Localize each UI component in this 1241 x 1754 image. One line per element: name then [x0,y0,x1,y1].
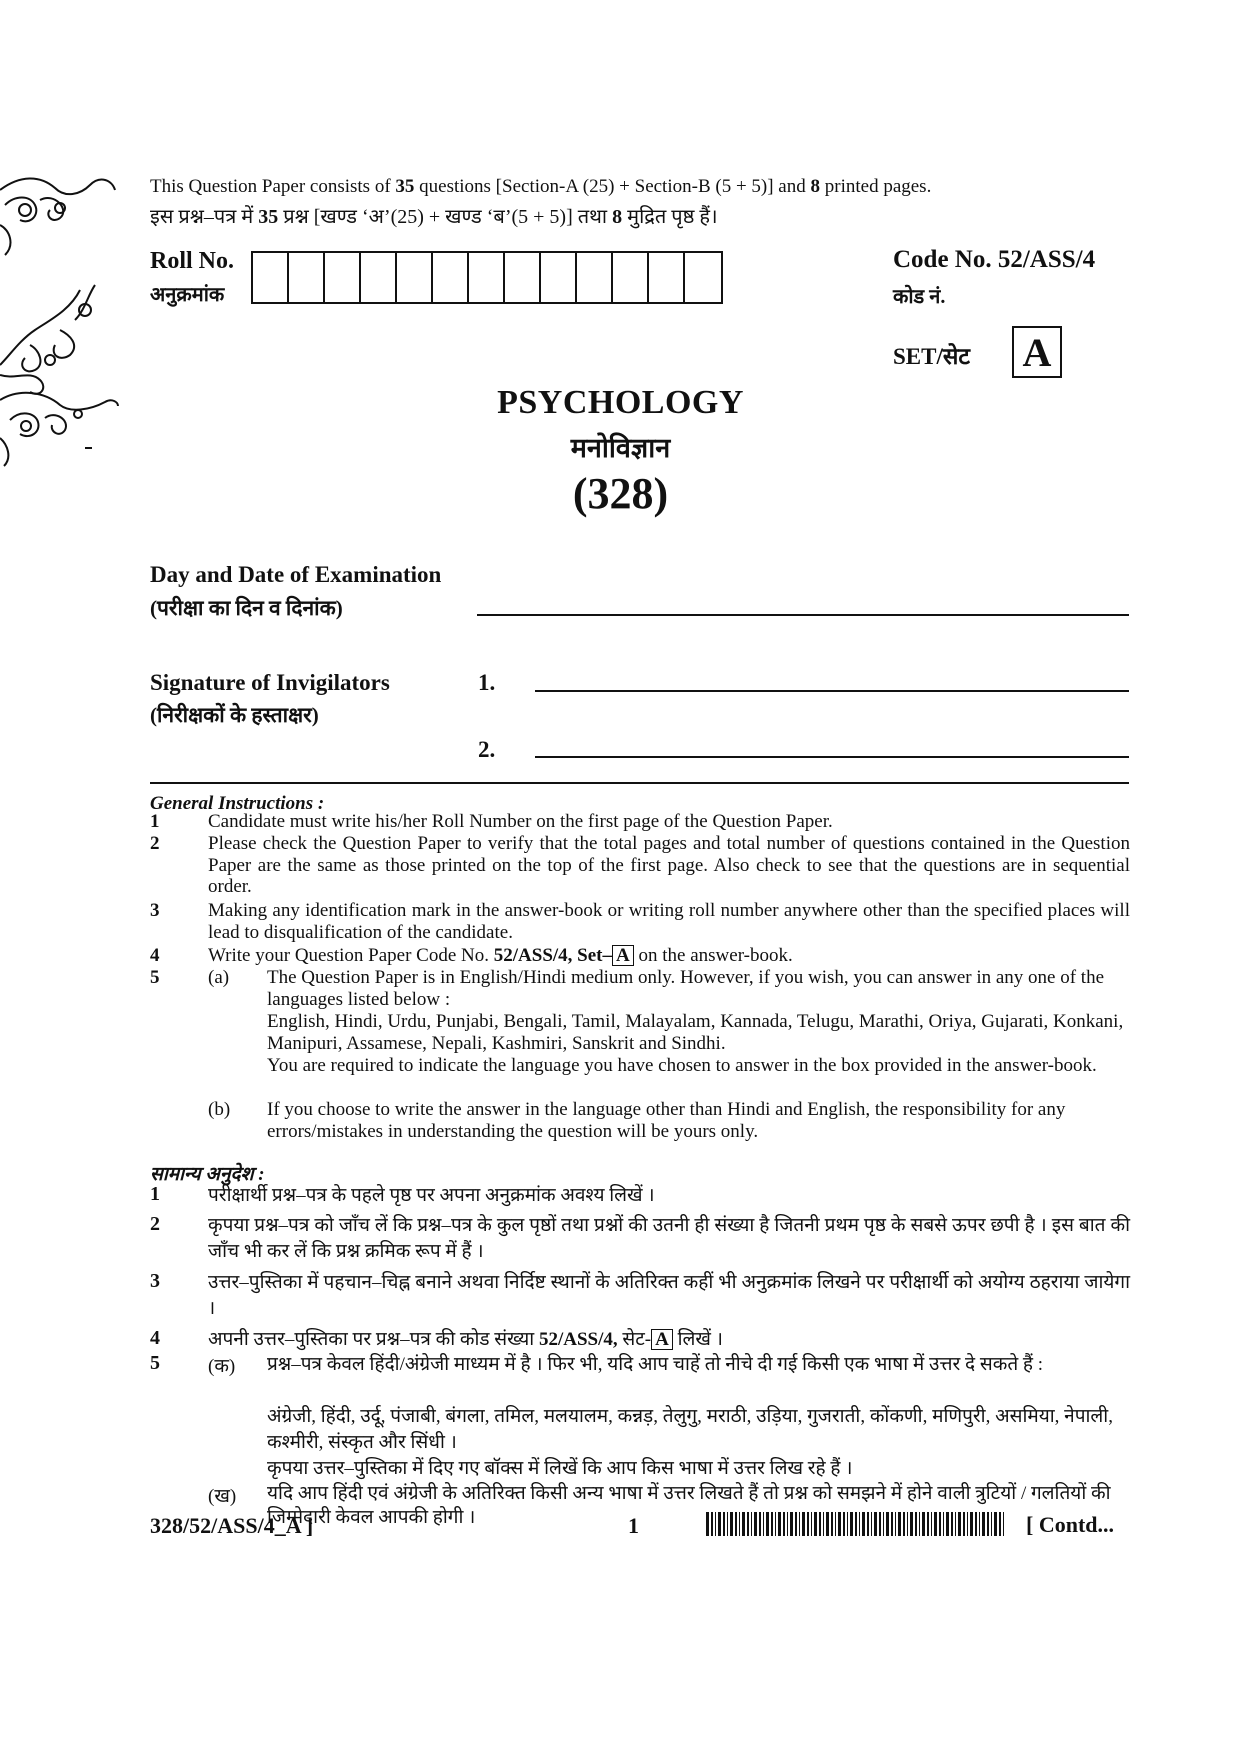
signature-number-2: 2. [478,737,496,762]
instruction-text: प्रश्न–पत्र केवल हिंदी/अंग्रेजी माध्यम में है । फिर भी, यदि आप चाहें तो नीचे दी गई किसी एक भाषा में उत्तर दे सकते हैं : [267,1354,1044,1375]
instruction-number: 4 [150,1327,160,1349]
roll-number-digit-box[interactable] [361,253,397,302]
continued-label: [ Contd... [1026,1512,1115,1537]
instruction-number: 2 [150,1213,160,1235]
paper-info-text: questions [Section-A (25) + Section-B (5 + 5)] and [414,176,811,197]
instruction-number: 5 [150,967,160,988]
paper-info-hindi [150,202,718,229]
sub-item-label: (a) [208,967,230,988]
roll-number-digit-box[interactable] [685,253,721,302]
languages-list: अंग्रेजी, हिंदी, उर्दू, पंजाबी, बंगला, तमिल, मलयालम, कन्नड़, तेलुगु, मराठी, उड़िया, गुजराती, कोंकणी, मणिपुरी, असमिया, नेपाली, कश्मीरी, संस्कृत और सिंधी । [267,1406,1113,1453]
subject-title: PSYCHOLOGY [497,384,744,421]
page-count: 8 [810,176,820,197]
roll-number-digit-box[interactable] [649,253,685,302]
set-label: SET/सेट [893,344,971,369]
roll-number-boxes[interactable] [251,251,723,304]
general-instructions-title-hindi: सामान्य अनुदेश : [150,1164,265,1185]
subject-code: (328) [572,469,669,518]
section-divider [150,782,1129,784]
instruction-text: परीक्षार्थी प्रश्न–पत्र के पहले पृष्ठ पर अपना अनुक्रमांक अवश्य लिखें । [208,1185,655,1206]
instruction-number: 5 [150,1352,160,1374]
instruction-text: कृपया प्रश्न–पत्र को जाँच लें कि प्रश्न–पत्र के कुल पृष्ठों तथा प्रश्नों की उतनी ही संख्या है जितनी प्रथम पृष्ठ के सबसे ऊपर छपी है । इस बात की जाँच भी कर लें कि प्रश्न क्रमिक रूप में हैं । [208,1215,1130,1262]
invigilator-signature-label: Signature of Invigilators [150,670,390,695]
instruction-text: Candidate must write his/her Roll Number on the first page of the Question Paper. [208,811,833,832]
instruction-text: उत्तर–पुस्तिका में पहचान–चिह्न बनाने अथवा निर्दिष्ट स्थानों के अतिरिक्त कहीं भी अनुक्रमांक लिखने पर परीक्षार्थी को अयोग्य ठहराया जायेगा । [208,1272,1130,1319]
sub-item-label: (ख) [208,1486,237,1507]
signature-field-1[interactable] [535,690,1129,692]
exam-date-label: Day and Date of Examination [150,562,442,587]
instruction-text-part: Write your Question Paper Code No. [208,945,494,966]
subject-title-hindi: मनोविज्ञान [570,433,671,463]
paper-code: 52/ASS/4, Set– [493,945,613,966]
instruction-text-part: अपनी उत्तर–पुस्तिका पर प्रश्न–पत्र की कोड संख्या [208,1329,539,1350]
roll-number-digit-box[interactable] [289,253,325,302]
instruction-text: If you choose to write the answer in the language other than Hindi and English, the responsibility for any errors/mistakes in understanding the question will be yours only. [267,1099,1066,1142]
roll-number-digit-box[interactable] [577,253,613,302]
roll-number-label-hindi: अनुक्रमांक [150,284,225,306]
paper-code: 52/ASS/4, [538,1329,618,1350]
general-instructions-title: General Instructions : [150,793,325,814]
code-number: Code No. 52/ASS/4 [893,246,1096,273]
instruction-text-part: लिखें । [672,1329,723,1350]
footer-paper-code: 328/52/ASS/4_A ] [150,1513,314,1538]
set-box-inline: A [612,945,634,966]
instruction-number: 4 [150,945,160,966]
exam-date-field[interactable] [477,614,1129,616]
instruction-text-part: सेट- [617,1329,652,1350]
instruction-number: 1 [150,811,160,832]
paper-info-text: इस प्रश्न–पत्र में [150,206,259,228]
roll-number-digit-box[interactable] [433,253,469,302]
languages-list: English, Hindi, Urdu, Punjabi, Bengali, Tamil, Malayalam, Kannada, Telugu, Marathi, Oriya, Gujarati, Konkani, Manipuri, Assamese, Nepali, Kashmiri, Sanskrit and Sindhi. [267,1011,1124,1054]
set-box: A [1012,326,1062,378]
paper-info-text: प्रश्न [खण्ड ‘अ’(25) + खण्ड ‘ब’(5 + 5)] तथा [278,206,613,228]
instruction-text: यदि आप हिंदी एवं अंग्रेजी के अतिरिक्त किसी अन्य भाषा में उत्तर लिखते हैं तो प्रश्न को समझने में होने वाली त्रुटियों / गलतियों की जिम्मेदारी केवल आपकी होगी । [267,1483,1111,1528]
set-box-inline: A [651,1329,673,1350]
instruction-note: You are required to indicate the language you have chosen to answer in the box provided in the answer-book. [267,1055,1097,1076]
instruction-text: Please check the Question Paper to verify that the total pages and total number of questions contained in the Question Paper are the same as those printed on the top of the first page. Also check to see that the questions are in sequential order. [208,833,1130,897]
invigilator-signature-label-hindi: (निरीक्षकों के हस्ताक्षर) [150,703,319,727]
instruction-text-part: on the answer-book. [633,945,793,966]
instruction-text: The Question Paper is in English/Hindi medium only. However, if you wish, you can answer in any one of the languages listed below : [267,967,1105,1010]
instruction-number: 3 [150,900,160,921]
signature-field-2[interactable] [535,756,1129,758]
roll-number-digit-box[interactable] [613,253,649,302]
page-number: 1 [628,1513,639,1538]
question-count: 35 [395,176,415,197]
roll-number-digit-box[interactable] [253,253,289,302]
sub-item-label: (b) [208,1099,231,1120]
roll-number-digit-box[interactable] [325,253,361,302]
instruction-text: Making any identification mark in the answer-book or writing roll number anywhere other than the specified places will lead to disqualification of the candidate. [208,900,1130,943]
roll-number-digit-box[interactable] [541,253,577,302]
paper-info-text: printed pages. [820,176,932,197]
instruction-text [208,945,1130,967]
exam-date-label-hindi: (परीक्षा का दिन व दिनांक) [150,596,343,620]
instruction-number: 1 [150,1183,160,1205]
instruction-number: 2 [150,833,160,854]
roll-number-digit-box[interactable] [397,253,433,302]
roll-number-digit-box[interactable] [469,253,505,302]
question-count: 35 [258,206,279,228]
signature-number-1: 1. [478,670,496,695]
paper-info-text: मुद्रित पृष्ठ हैं। [622,206,718,228]
paper-info-text: This Question Paper consists of [150,176,396,197]
roll-number-label: Roll No. [150,248,234,274]
code-number-label-hindi: कोड नं. [893,286,946,308]
page-count: 8 [612,206,623,228]
paper-info-english [150,176,931,198]
instruction-number: 3 [150,1270,160,1292]
sub-item-label: (क) [208,1356,236,1377]
instruction-text [208,1327,1130,1353]
instruction-note: कृपया उत्तर–पुस्तिका में दिए गए बॉक्स में लिखें कि आप किस भाषा में उत्तर लिख रहे हैं । [267,1458,853,1479]
roll-number-digit-box[interactable] [505,253,541,302]
